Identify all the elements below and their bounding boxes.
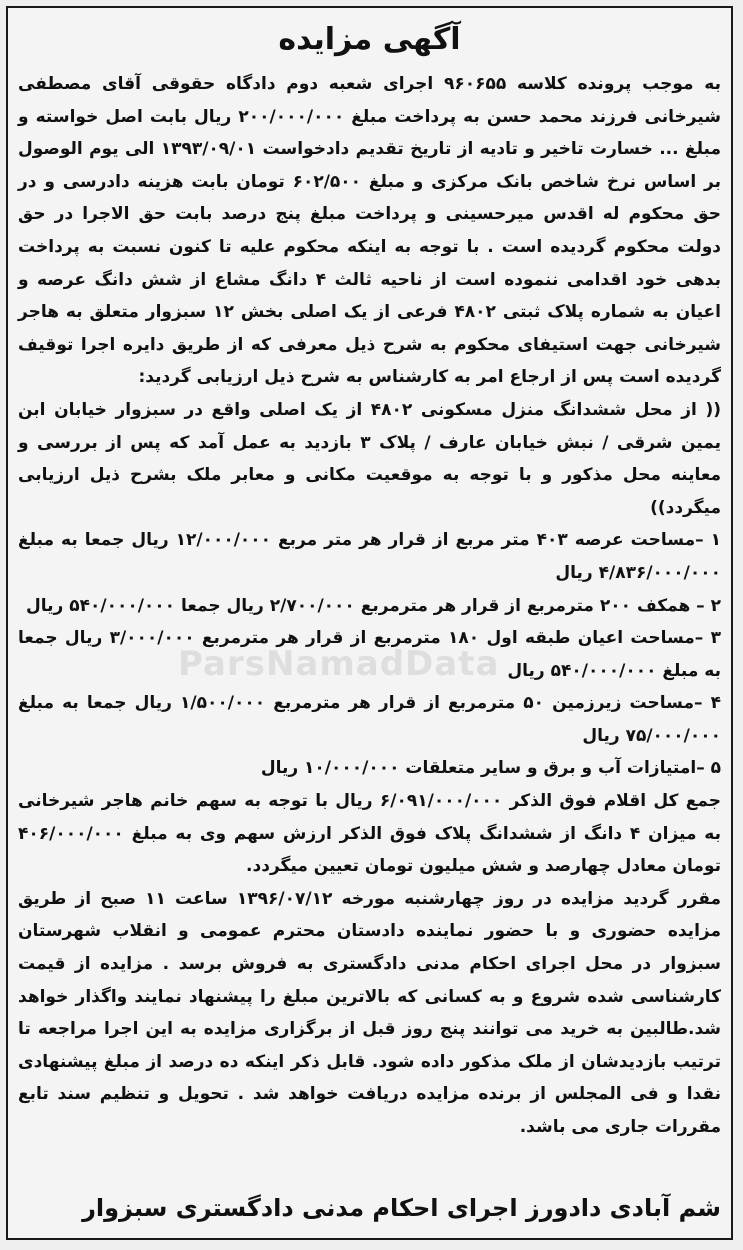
signature: شم آبادی دادورز اجرای احکام مدنی دادگستری سبزوار — [82, 1194, 721, 1222]
valuation-item-3: ۳ –مساحت اعیان طبقه اول ۱۸۰ مترمربع از قرار هر مترمربع ۳/۰۰۰/۰۰۰ ریال جمعا به مبلغ ۵۴۰/۰۰۰/۰۰۰ ریال — [18, 628, 721, 681]
valuation-item-4: ۴ –مساحت زیرزمین ۵۰ مترمربع از قرار هر مترمربع ۱/۵۰۰/۰۰۰ ریال جمعا به مبلغ ۷۵/۰۰۰/۰۰۰ ریال — [18, 693, 721, 746]
notice-frame — [6, 6, 733, 1240]
valuation-item-1: ۱ –مساحت عرصه ۴۰۳ متر مربع از قرار هر متر مربع ۱۲/۰۰۰/۰۰۰ ریال جمعا به مبلغ ۴/۸۳۶/۰۰۰/۰۰۰ ریال — [18, 530, 721, 583]
total-paragraph: جمع کل اقلام فوق الذکر ۶/۰۹۱/۰۰۰/۰۰۰ ریال با توجه به سهم خانم هاجر شیرخانی به میزان ۴ دانگ از ششدانگ پلاک فوق الذکر ارزش سهم وی به مبلغ ۴۰۶/۰۰۰/۰۰۰ تومان معادل چهارصد و شش میلیون تومان تعیین میگردد. — [18, 791, 721, 877]
valuation-item-5: ۵ –امتیازات آب و برق و سایر متعلقات ۱۰/۰۰۰/۰۰۰ ریال — [260, 758, 721, 779]
intro-paragraph: به موجب پرونده کلاسه ۹۶۰۶۵۵ اجرای شعبه دوم دادگاه حقوقی آقای مصطفی شیرخانی فرزند محمد حسن به پرداخت مبلغ ۲۰۰/۰۰۰/۰۰۰ ریال بابت اصل خواسته و مبلغ ... خسارت تاخیر و تادیه از تاریخ تقدیم دادخواست ۱۳۹۳/۰۹/۰۱ الی یوم الوصول بر اساس نرخ شاخص بانک مرکزی و مبلغ ۶۰۲/۵۰۰ تومان بابت هزینه دادرسی و در حق محکوم له اقدس میرحسینی و پرداخت مبلغ پنج درصد بابت حق الاجرا در حق دولت محکوم گردیده است . با توجه به اینکه محکوم علیه تا کنون نسبت به پرداخت بدهی خود اقدامی ننموده است از ناحیه ثالث ۴ دانگ مشاع از شش دانگ عرصه و اعیان به شماره پلاک ثبتی ۴۸۰۲ فرعی از یک اصلی بخش ۱۲ سبزوار متعلق به هاجر شیرخانی جهت استیفای محکوم به شرح ذیل معرفی که از طریق دایره اجرا توقیف گردیده است پس از ارجاع امر به کارشناس به شرح ذیل ارزیابی گردید: — [18, 74, 722, 388]
expert-paragraph: (( از محل ششدانگ منزل مسکونی ۴۸۰۲ از یک اصلی واقع در سبزوار خیابان ابن یمین شرقی / نبش خیابان عارف / پلاک ۳ بازدید به عمل آمد که پس از بررسی و معاینه محل مذکور و با توجه به موقعیت مکانی و معابر ملک بشرح ذیل ارزیابی میگردد)) — [18, 399, 722, 518]
watermark: ParsNamadData — [178, 644, 500, 684]
valuation-item-2: ۲ – همکف ۲۰۰ مترمربع از قرار هر مترمربع ۲/۷۰۰/۰۰۰ ریال جمعا ۵۴۰/۰۰۰/۰۰۰ ریال — [26, 595, 721, 616]
notice-body — [18, 14, 721, 1230]
notice-title: آگهی مزایده — [278, 22, 461, 57]
auction-paragraph: مقرر گردید مزایده در روز چهارشنبه مورخه ۱۳۹۶/۰۷/۱۲ ساعت ۱۱ صبح از طریق مزایده حضوری و با حضور نماینده دادستان محترم عمومی و انقلاب شهرستان سبزوار در محل اجرای احکام مدنی دادگستری به فروش برسد . مزایده از قیمت کارشناسی شده شروع و به کسانی که بالاترین مبلغ را پیشنهاد نمایند واگذار خواهد شد.طالبین به خرید می توانند پنج روز قبل از برگزاری مزایده به این اجرا مراجعه تا ترتیب بازدیدشان از ملک مذکور داده شود. قابل ذکر اینکه ده درصد از مبلغ پیشنهادی نقدا و فی المجلس از برنده مزایده دریافت خواهد شد . تحویل و تنظیم سند تابع مقررات جاری می باشد. — [18, 888, 721, 1137]
